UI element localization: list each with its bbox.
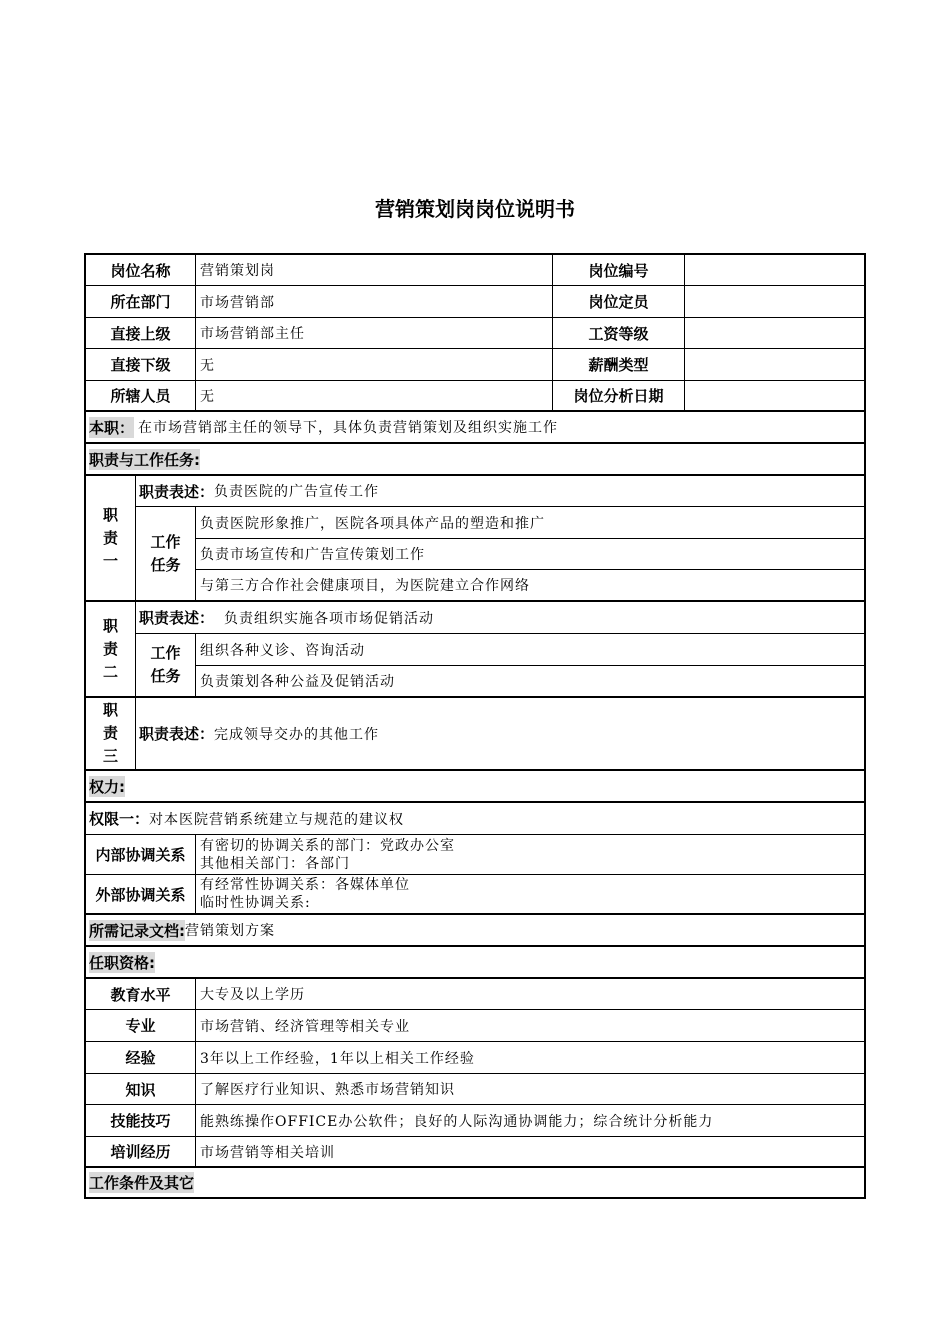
duty-3-statement-label: 职责表述：	[139, 725, 215, 743]
row-power-header	[86, 771, 864, 803]
duty-1-task-1: 负责医院形象推广，医院各项具体产品的塑造和推广	[196, 507, 864, 539]
row-qualifications-header	[86, 947, 864, 979]
value-skills: 能熟练操作OFFICE办公软件；良好的人际沟通协调能力；综合统计分析能力	[196, 1105, 864, 1137]
duty-3-statement-row	[136, 698, 864, 771]
records-label: 所需记录文档:	[89, 921, 185, 940]
value-pay-type	[685, 349, 864, 381]
qualifications-header: 任职资格:	[89, 953, 155, 972]
conditions-header: 工作条件及其它	[89, 1174, 195, 1192]
value-knowledge: 了解医疗行业知识、熟悉市场营销知识	[196, 1074, 864, 1105]
label-department: 所在部门	[86, 286, 196, 318]
label-supervisor: 直接上级	[86, 318, 196, 349]
duty-1-label: 职 责 一	[86, 476, 136, 602]
row-conditions-header	[86, 1168, 864, 1197]
job-description-form	[84, 253, 866, 1199]
duty-2-statement: 负责组织实施各项市场促销活动	[224, 610, 435, 627]
duty-1-statement-label: 职责表述：	[139, 482, 215, 501]
authority-label: 权限一：	[89, 810, 150, 828]
label-internal-coordination: 内部协调关系	[86, 835, 196, 875]
authority-text: 对本医院营销系统建立与规范的建议权	[149, 811, 405, 828]
value-position-name: 营销策划岗	[196, 255, 553, 286]
external-line-2: 临时性协调关系:	[200, 895, 311, 911]
duty-1-statement: 负责医院的广告宣传工作	[214, 484, 380, 500]
label-knowledge: 知识	[86, 1074, 196, 1105]
value-supervisor: 市场营销部主任	[196, 318, 553, 349]
power-header: 权力:	[89, 777, 125, 796]
label-headcount: 岗位定员	[553, 286, 685, 318]
duty-1-task-3: 与第三方合作社会健康项目，为医院建立合作网络	[196, 570, 864, 602]
label-subordinate: 直接下级	[86, 349, 196, 381]
page-title: 营销策划岗岗位说明书	[375, 197, 575, 221]
label-pay-type: 薪酬类型	[553, 349, 685, 381]
duty-1-statement-row	[136, 476, 864, 507]
label-staff: 所辖人员	[86, 381, 196, 412]
external-line-1: 有经常性协调关系：各媒体单位	[200, 877, 410, 893]
duty-2-label: 职 责 二	[86, 602, 136, 698]
records-text: 营销策划方案	[185, 923, 275, 939]
duty-2-statement-label: 职责表述：	[139, 609, 215, 627]
value-headcount	[685, 286, 864, 318]
duty-2-task-label: 工作 任务	[136, 634, 196, 698]
external-coordination	[196, 875, 864, 915]
value-training: 市场营销等相关培训	[196, 1137, 864, 1168]
value-education: 大专及以上学历	[196, 979, 864, 1010]
value-salary-grade	[685, 318, 864, 349]
row-duties-header	[86, 444, 864, 476]
internal-line-1: 有密切的协调关系的部门：党政办公室	[200, 837, 455, 854]
core-duty-label: 本职：	[89, 418, 135, 437]
duty-2-task-1: 组织各种义诊、咨询活动	[196, 634, 864, 666]
label-training: 培训经历	[86, 1137, 196, 1168]
duty-2-statement-row	[136, 602, 864, 634]
duties-header: 职责与工作任务:	[89, 450, 200, 469]
row-records	[86, 915, 864, 947]
label-external-coordination: 外部协调关系	[86, 875, 196, 915]
duty-3-statement: 完成领导交办的其他工作	[214, 726, 380, 743]
core-duty-text: 在市场营销部主任的领导下，具体负责营销策划及组织实施工作	[138, 420, 559, 436]
internal-coordination	[196, 835, 864, 875]
label-analysis-date: 岗位分析日期	[553, 381, 685, 412]
label-position-code: 岗位编号	[553, 255, 685, 286]
label-major: 专业	[86, 1010, 196, 1042]
value-staff: 无	[196, 381, 553, 412]
label-education: 教育水平	[86, 979, 196, 1010]
value-major: 市场营销、经济管理等相关专业	[196, 1010, 864, 1042]
row-core-duty	[86, 412, 864, 444]
value-department: 市场营销部	[196, 286, 553, 318]
row-authority	[86, 803, 864, 835]
value-analysis-date	[685, 381, 864, 412]
label-experience: 经验	[86, 1042, 196, 1074]
value-subordinate: 无	[196, 349, 553, 381]
label-position-name: 岗位名称	[86, 255, 196, 286]
duty-2-task-2: 负责策划各种公益及促销活动	[196, 666, 864, 698]
duty-3-label: 职 责 三	[86, 698, 136, 771]
internal-line-2: 其他相关部门：各部门	[200, 855, 350, 872]
value-position-code	[685, 255, 864, 286]
value-experience: 3年以上工作经验，1年以上相关工作经验	[196, 1042, 864, 1074]
label-skills: 技能技巧	[86, 1105, 196, 1137]
duty-1-task-label: 工作 任务	[136, 507, 196, 602]
duty-1-task-2: 负责市场宣传和广告宣传策划工作	[196, 539, 864, 570]
label-salary-grade: 工资等级	[553, 318, 685, 349]
